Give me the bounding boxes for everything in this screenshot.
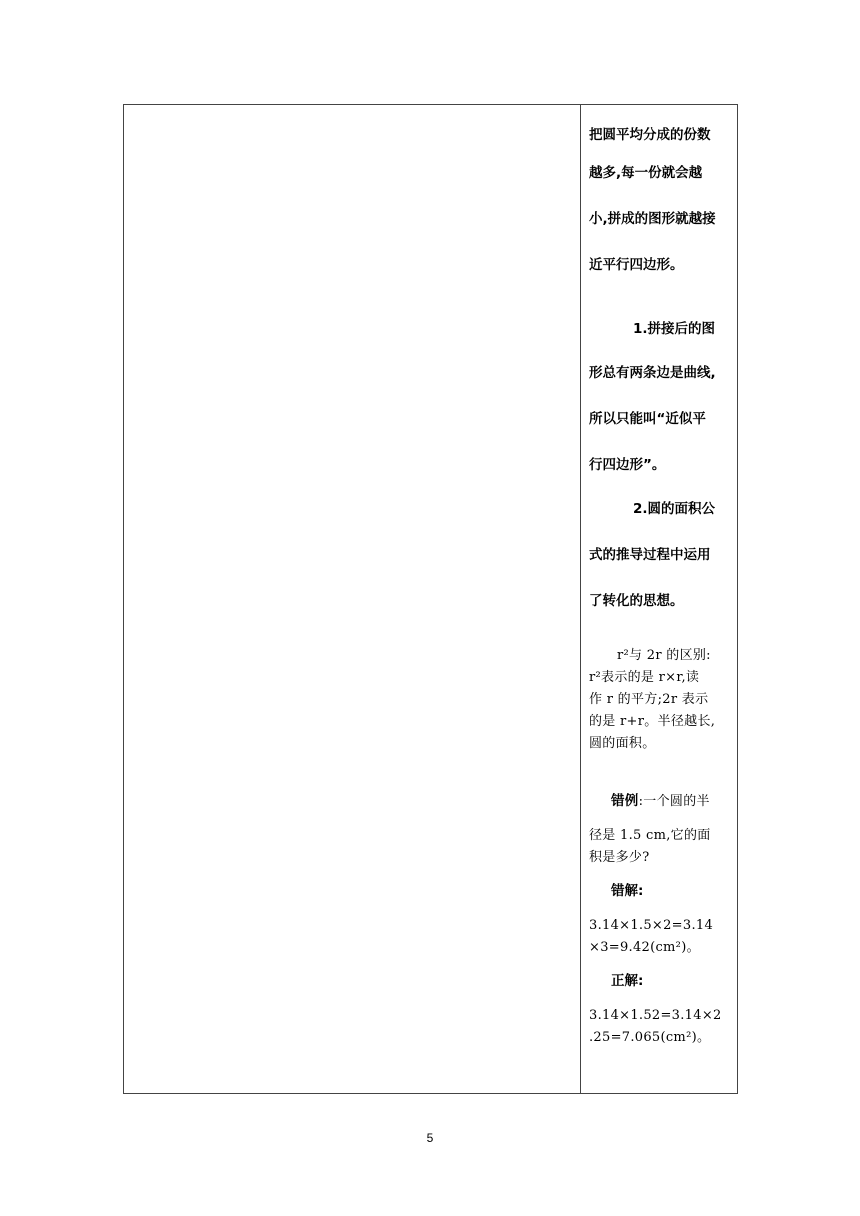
mistake-example-question <box>589 795 731 809</box>
para1-line: 把圆平均分成的份数 <box>589 127 711 143</box>
point1-line: 行四边形”。 <box>589 457 666 473</box>
point2-line: 2.圆的面积公 <box>633 501 716 517</box>
content-table <box>123 104 738 1094</box>
para1-line: 近平行四边形。 <box>589 257 684 273</box>
correct-solution-label: 正解: <box>611 973 644 989</box>
para1-line: 小,拼成的图形就越接 <box>589 211 716 227</box>
mistake-example-line: 积是多少? <box>589 850 650 865</box>
point1-line: 形总有两条边是曲线, <box>589 365 716 381</box>
point1-line: 1.拼接后的图 <box>633 321 716 337</box>
point1-line: 所以只能叫“近似平 <box>589 411 706 427</box>
point2-line: 式的推导过程中运用 <box>589 547 711 563</box>
wrong-solution-label: 错解: <box>611 883 644 899</box>
para1-line: 越多,每一份就会越 <box>589 165 703 181</box>
correct-solution-line: .25=7.065(cm²)。 <box>589 1030 711 1045</box>
mistake-example-label: 错例 <box>611 793 639 809</box>
wrong-solution-line: 3.14×1.5×2=3.14 <box>589 918 714 933</box>
wrong-solution-line: ×3=9.42(cm²)。 <box>589 940 700 955</box>
r-squared-note-line: 圆的面积。 <box>589 736 656 751</box>
mistake-example-question-start: :一个圆的半 <box>638 794 710 809</box>
point2-line: 了转化的思想。 <box>589 593 684 609</box>
r-squared-note-line: r²表示的是 r×r,读 <box>589 670 700 685</box>
correct-solution-line: 3.14×1.52=3.14×2 <box>589 1008 722 1023</box>
r-squared-note-line: 的是 r+r。半径越长, <box>589 714 716 729</box>
notes-cell <box>581 105 737 1093</box>
page-number: 5 <box>426 1131 434 1145</box>
r-squared-note-line: 作 r 的平方;2r 表示 <box>589 692 709 707</box>
r-squared-note-line: r²与 2r 的区别: <box>617 648 711 663</box>
mistake-example-line: 径是 1.5 cm,它的面 <box>589 828 711 843</box>
main-content-cell <box>124 105 581 1093</box>
